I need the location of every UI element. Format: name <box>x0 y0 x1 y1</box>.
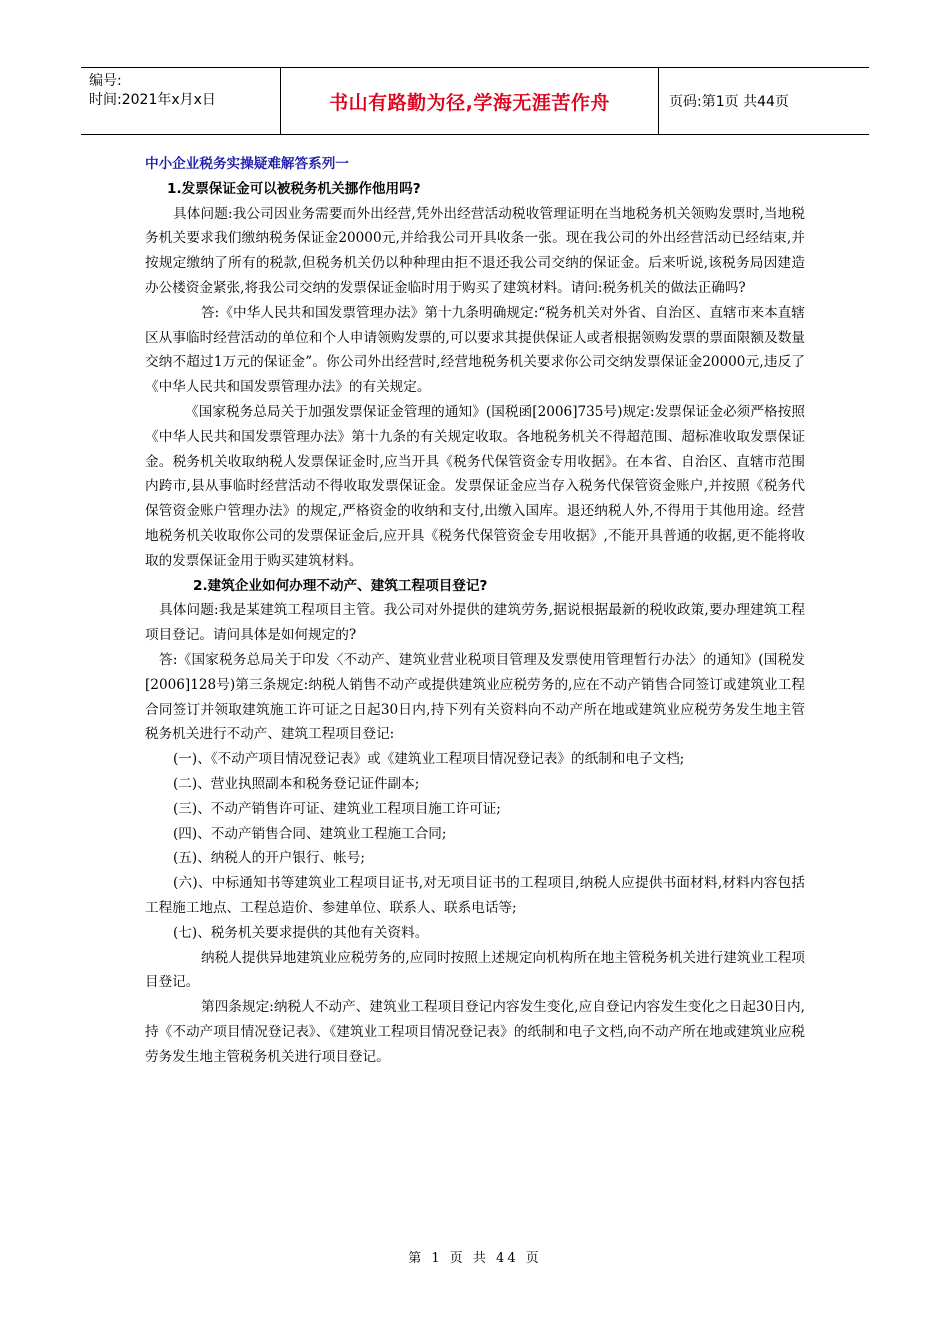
list-item: (三)、不动产销售许可证、建筑业工程项目施工许可证; <box>173 800 501 817</box>
question-1-title: 1.发票保证金可以被税务机关挪作他用吗? <box>167 180 421 197</box>
document-body <box>145 152 805 1069</box>
header-meta <box>81 68 281 134</box>
question-1-answer: 答:《中华人民共和国发票管理办法》第十九条明确规定:“税务机关对外省、自治区、直辖市来本直辖区从事临时经营活动的单位和个人申请领购发票的,可以要求其提供保证人或者根据领购发票的票面限额及数量交纳不超过1万元的保证金”。你公司外出经营时,经营地税务机关要求你公司交纳发票保证金20000元,违反了《中华人民共和国发票管理办法》的有关规定。 <box>145 304 805 396</box>
list-item: (五)、纳税人的开户银行、帐号; <box>173 850 365 867</box>
time-label: 时间:2021年x月x日 <box>89 92 216 108</box>
question-2-article4: 第四条规定:纳税人不动产、建筑业工程项目登记内容发生变化,应自登记内容发生变化之日起30日内,持《不动产项目情况登记表》、《建筑业工程项目情况登记表》的纸制和电子文档,向不动产所在地或建筑业应税劳务发生地主管税务机关进行项目登记。 <box>145 999 805 1065</box>
question-2-remote: 纳税人提供异地建筑业应税劳务的,应同时按照上述规定向机构所在地主管税务机关进行建筑业工程项目登记。 <box>145 949 805 991</box>
number-label: 编号: <box>89 73 122 89</box>
question-2-answer: 答:《国家税务总局关于印发〈不动产、建筑业营业税项目管理及发票使用管理暂行办法〉的通知》(国税发[2006]128号)第三条规定:纳税人销售不动产或提供建筑业应税劳务的,应在不动产销售合同签订或建筑业工程合同签订并领取建筑施工许可证之日起30日内,持下列有关资料向不动产所在地或建筑业应税劳务发生地主管税务机关进行不动产、建筑工程项目登记: <box>145 651 805 743</box>
list-item: (四)、不动产销售合同、建筑业工程施工合同; <box>173 825 447 842</box>
page-footer: 第 1 页 共 44 页 <box>408 1251 542 1266</box>
question-2-problem: 具体问题:我是某建筑工程项目主管。我公司对外提供的建筑劳务,据说根据最新的税收政策,要办理建筑工程项目登记。请问具体是如何规定的? <box>145 602 805 644</box>
header-page-info: 页码:第1页 共44页 <box>669 94 789 110</box>
question-2-title: 2.建筑企业如何办理不动产、建筑工程项目登记? <box>193 577 488 594</box>
question-1-problem: 具体问题:我公司因业务需要而外出经营,凭外出经营活动税收管理证明在当地税务机关领购发票时,当地税务机关要求我们缴纳税务保证金20000元,并给我公司开具收条一张。现在我公司的外出经营活动已经结束,并按规定缴纳了所有的税款,但税务机关仍以种种理由拒不退还我公司交纳的保证金。后来听说,该税务局因建造办公楼资金紧张,将我公司交纳的发票保证金临时用于购买了建筑材料。请问:税务机关的做法正确吗? <box>145 205 805 296</box>
list-item: (六)、中标通知书等建筑业工程项目证书,对无项目证书的工程项目,纳税人应提供书面材料,材料内容包括工程施工地点、工程总造价、参建单位、联系人、联系电话等; <box>145 875 805 916</box>
header-motto: 书山有路勤为径,学海无涯苦作舟 <box>281 68 659 134</box>
question-1-notice: 《国家税务总局关于加强发票保证金管理的通知》(国税函[2006]735号)规定:发票保证金必须严格按照《中华人民共和国发票管理办法》第十九条的有关规定收取。各地税务机关不得超范围、超标准收取发票保证金。税务机关收取纳税人发票保证金时,应当开具《税务代保管资金专用收据》。在本省、自治区、直辖市范围内跨市,县从事临时经营活动不得收取发票保证金。发票保证金应当存入税务代保管资金账户,并按照《税务代保管资金账户管理办法》的规定,严格资金的收纳和支付,出缴入国库。退还纳税人外,不得用于其他用途。经营地税务机关收取你公司的发票保证金后,应开具《税务代保管资金专用收据》,不能开具普通的收据,更不能将收取的发票保证金用于购买建筑材料。 <box>145 403 805 569</box>
series-title: 中小企业税务实操疑难解答系列一 <box>145 156 349 172</box>
list-item: (二)、营业执照副本和税务登记证件副本; <box>173 775 420 792</box>
page-header <box>81 67 869 135</box>
list-item: (七)、税务机关要求提供的其他有关资料。 <box>173 924 429 941</box>
list-item: (一)、《不动产项目情况登记表》或《建筑业工程项目情况登记表》的纸制和电子文档; <box>173 751 685 768</box>
